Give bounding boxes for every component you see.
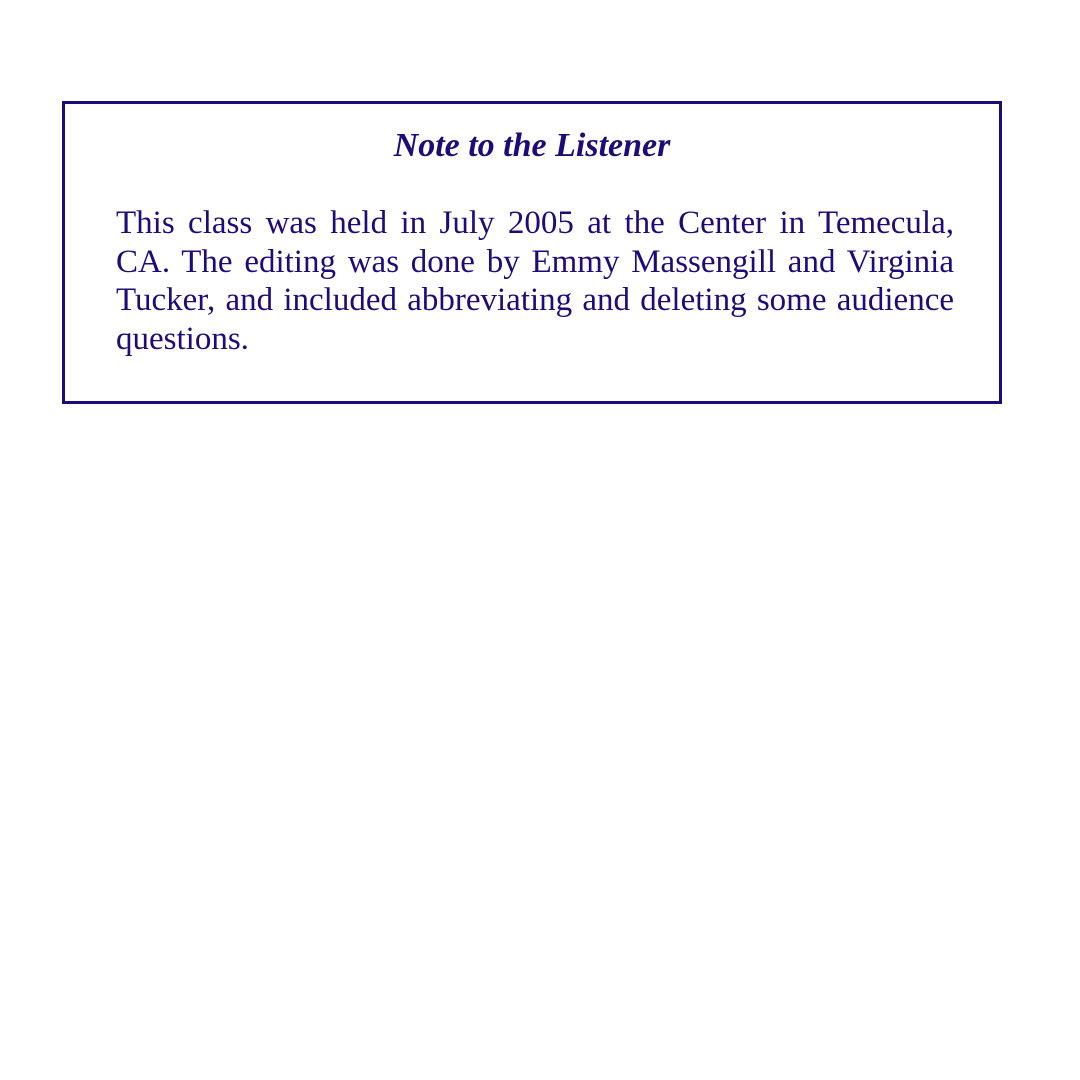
- note-box: [62, 101, 1002, 404]
- note-title: Note to the Listener: [393, 127, 671, 164]
- note-body: This class was held in July 2005 at the Center in Temecula, CA. The editing was done by Emmy Massengill and Virginia Tucker, and included abbreviating and deleting some audience questions.: [116, 205, 954, 357]
